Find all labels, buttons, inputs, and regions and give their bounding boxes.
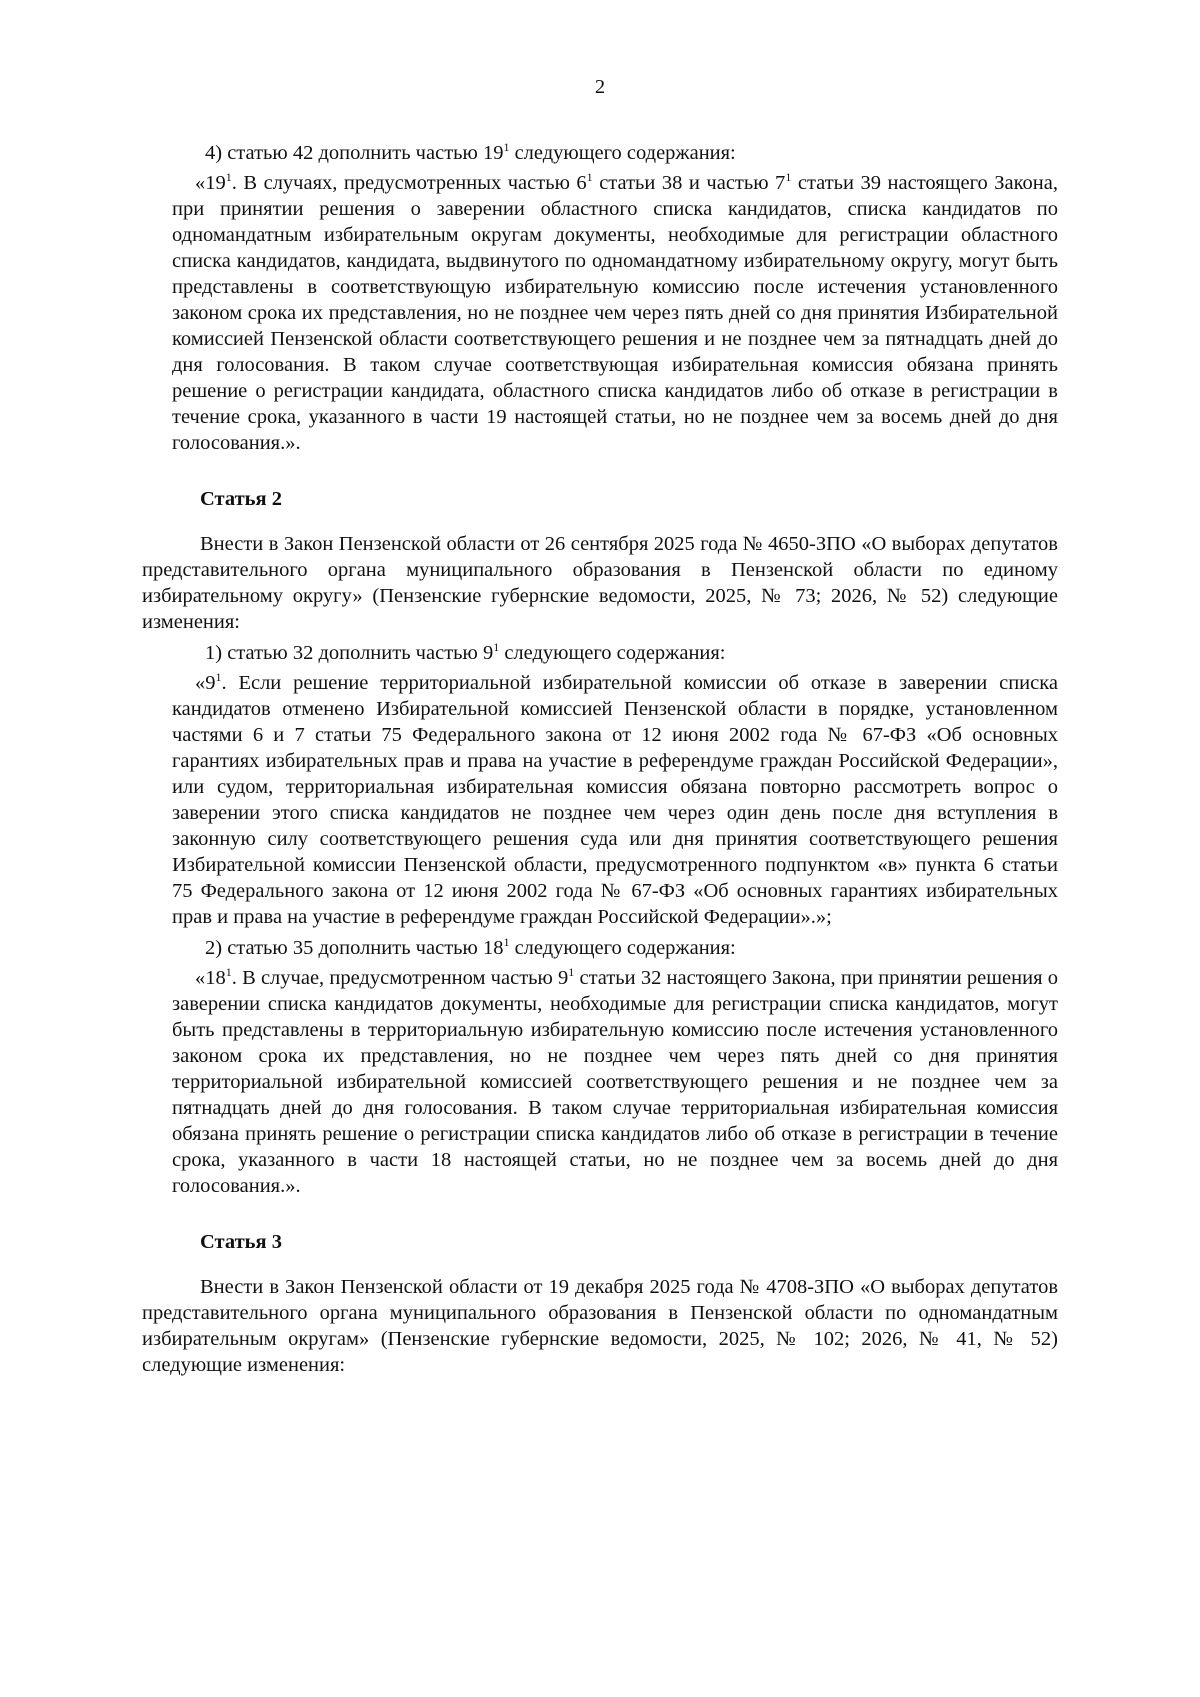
superscript-marker: 1: [493, 640, 500, 654]
quoted-part-19-1: «$19^1$. В случаях, предусмотренных частью $6^1$ статьи 38 и частью $7^1$ статьи 39 настоящего Закона, при принятии решения о заверении областного списка кандидатов, списка кандидатов по одномандатным избирательным округам документы, необходимые для регистрации областного списка кандидатов, кандидата, выдвинутого по одномандатному избирательному округу, могут быть представлены в соответствующую избирательную комиссию после истечения установленного законом срока их представления, но не позднее чем через пять дней со дня принятия Избирательной комиссией Пензенской области соответствующего решения и не позднее чем за пятнадцать дней до дня голосования. В таком случае соответствующая избирательная комиссия обязана принять решение о регистрации кандидата, областного списка кандидатов либо об отказе в регистрации в течение срока, указанного в части 19 настоящей статьи, но не позднее чем за восемь дней до дня голосования.».: [172, 170, 1058, 454]
superscript-marker: 1: [215, 670, 222, 684]
superscript-marker: 1: [225, 965, 232, 979]
article-3-intro: Внести в Закон Пензенской области от 19 декабря 2025 года № 4708-ЗПО «О выборах депутатов представительного органа муниципального образования в Пензенской области по одномандатным избирательным округам» (Пензенские губернские ведомости, 2025, № 102; 2026, № 41, № 52) следующие изменения:: [142, 1276, 1058, 1376]
superscript-marker: 1: [785, 170, 792, 184]
amendment-item-4: 4) статью 42 дополнить частью $19^1$ следующего содержания:: [205, 140, 736, 164]
article-2-heading: Статья 2: [200, 488, 282, 510]
superscript-marker: 1: [503, 140, 510, 154]
superscript-marker: 1: [586, 170, 593, 184]
document-body: [142, 140, 1058, 1378]
article-2-intro: Внести в Закон Пензенской области от 26 сентября 2025 года № 4650-ЗПО «О выборах депутатов представительного органа муниципального образования в Пензенской области по единому избирательному округу» (Пензенские губернские ведомости, 2025, № 73; 2026, № 52) следующие изменения:: [142, 533, 1058, 633]
page-number: 2: [594, 76, 606, 98]
amendment-item-1: 1) статью 32 дополнить частью $9^1$ следующего содержания:: [205, 640, 726, 664]
quoted-part-9-1: «$9^1$. Если решение территориальной избирательной комиссии об отказе в заверении списка кандидатов отменено Избирательной комиссией Пензенской области в порядке, установленном частями 6 и 7 статьи 75 Федерального закона от 12 июня 2002 года № 67-ФЗ «Об основных гарантиях избирательных прав и права на участие в референдуме граждан Российской Федерации», или судом, территориальная избирательная комиссия обязана повторно рассмотреть вопрос о заверении этого списка кандидатов не позднее чем через один день после дня вступления в законную силу соответствующего решения суда или дня принятия соответствующего решения Избирательной комиссии Пензенской области, предусмотренного подпунктом «в» пункта 6 статьи 75 Федерального закона от 12 июня 2002 года № 67-ФЗ «Об основных гарантиях избирательных прав и права на участие в референдуме граждан Российской Федерации».»;: [172, 670, 1058, 928]
superscript-marker: 1: [568, 965, 575, 979]
amendment-item-2: 2) статью 35 дополнить частью $18^1$ следующего содержания:: [205, 935, 736, 959]
quoted-part-18-1: «$18^1$. В случае, предусмотренном частью $9^1$ статьи 32 настоящего Закона, при принятии решения о заверении списка кандидатов документы, необходимые для регистрации списка кандидатов, могут быть представлены в территориальную избирательную комиссию после истечения установленного законом срока их представления, но не позднее чем через пять дней со дня принятия территориальной избирательной комиссией соответствующего решения и не позднее чем за пятнадцать дней до дня голосования. В таком случае территориальная избирательная комиссия обязана принять решение о регистрации списка кандидатов либо об отказе в регистрации в течение срока, указанного в части 18 настоящей статьи, но не позднее чем за восемь дней до дня голосования.».: [172, 965, 1058, 1197]
superscript-marker: 1: [503, 935, 510, 949]
superscript-marker: 1: [225, 170, 232, 184]
article-3-heading: Статья 3: [200, 1231, 282, 1253]
